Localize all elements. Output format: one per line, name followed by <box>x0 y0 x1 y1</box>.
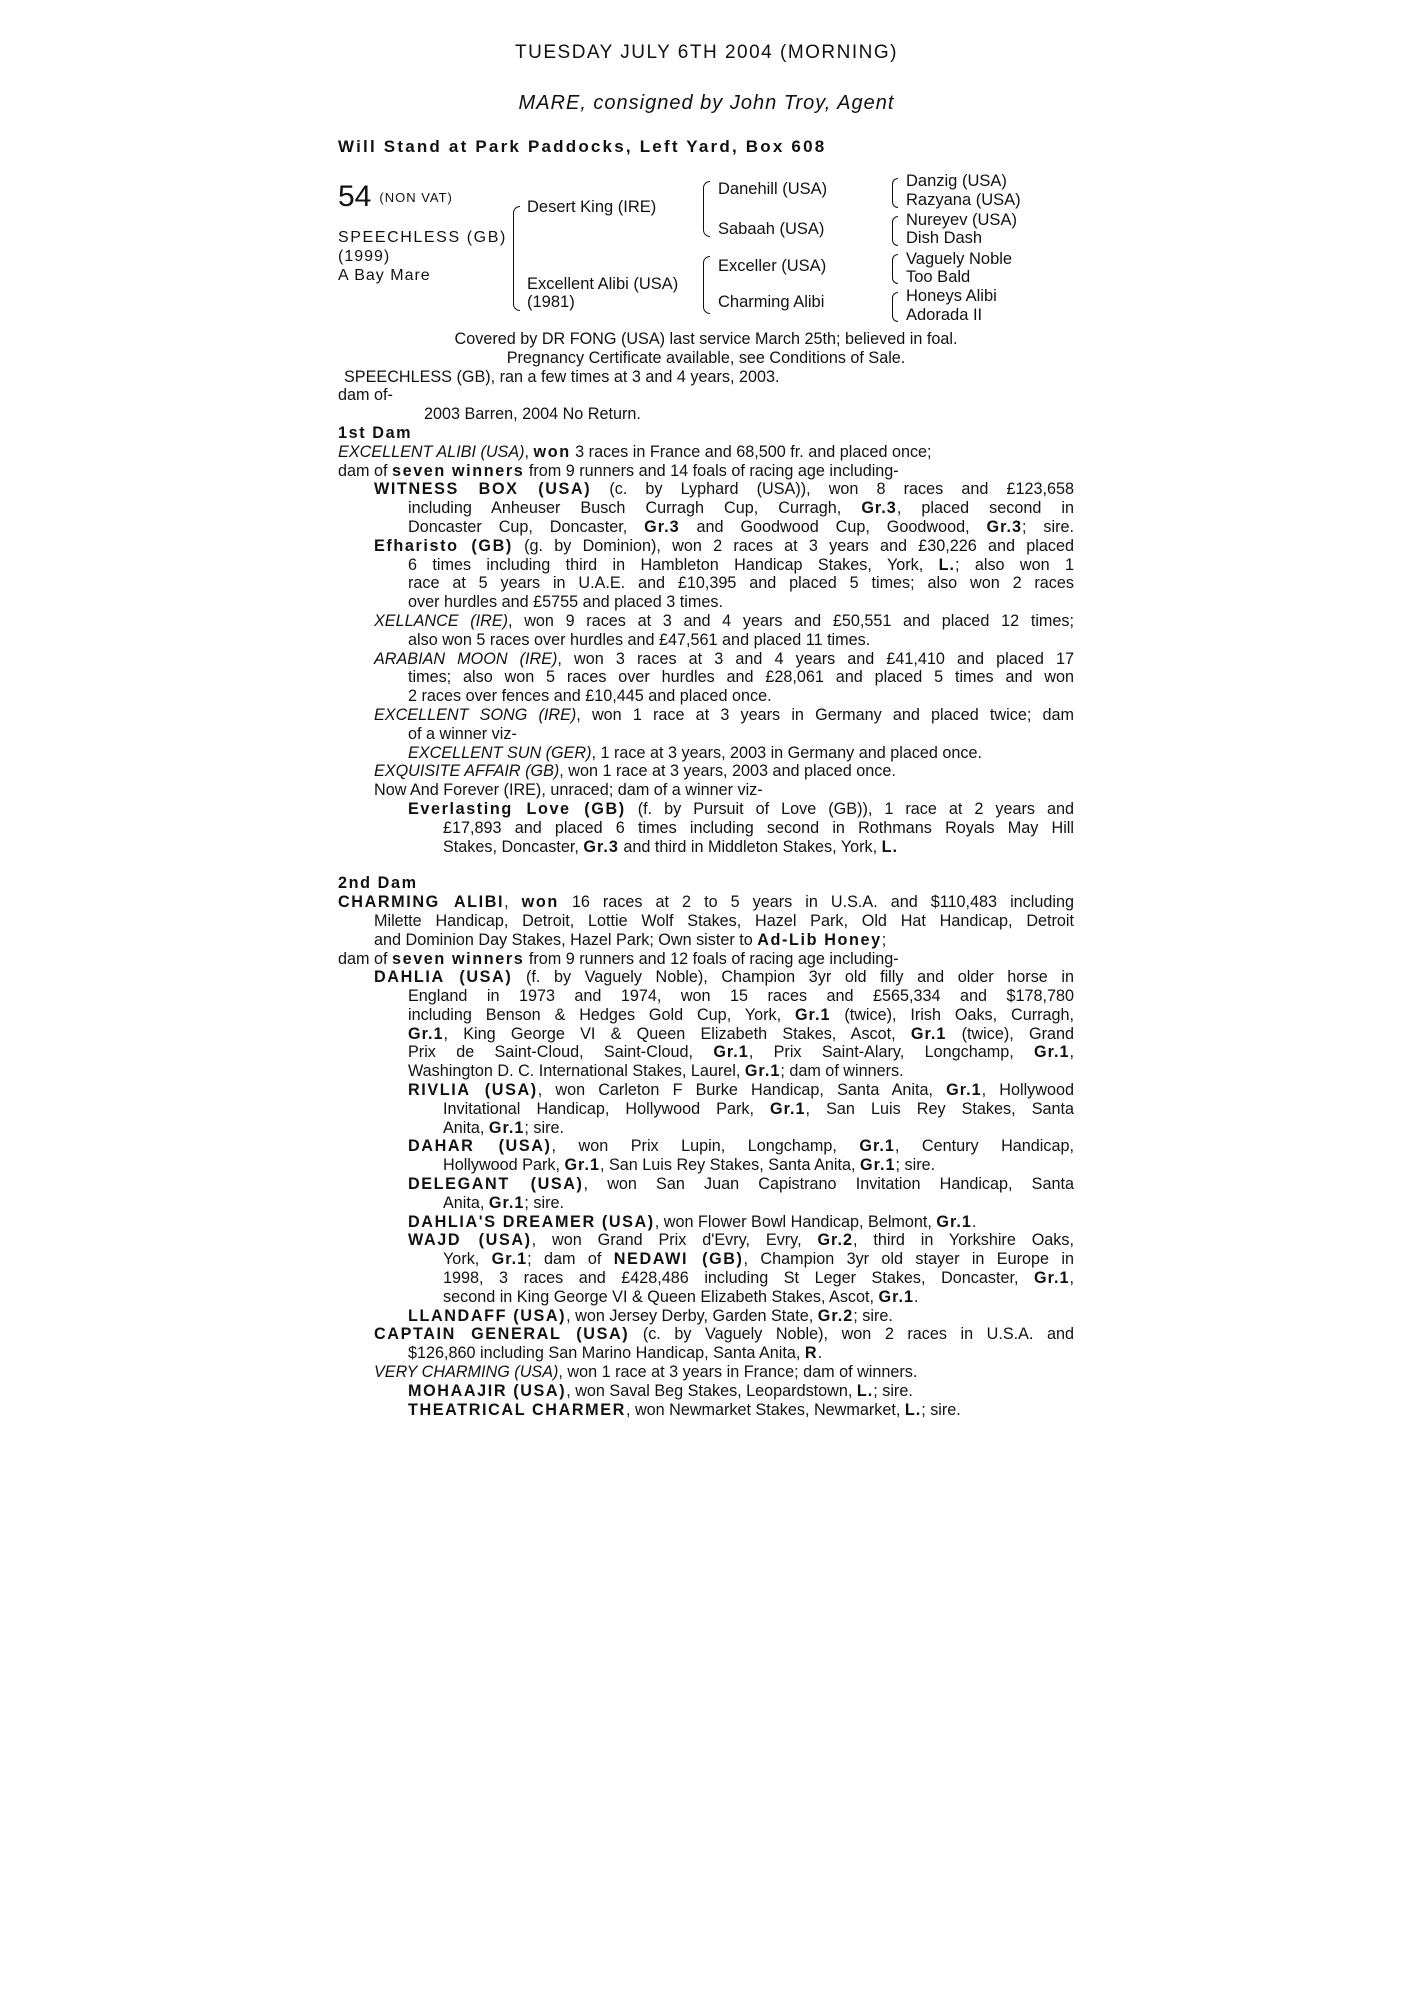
text: Hollywood Park, <box>443 1156 565 1175</box>
progeny-name: WITNESS BOX (USA) <box>374 480 592 499</box>
text: , 1 race at 3 years, 2003 in Germany and placed once. <box>591 743 983 762</box>
progeny-line <box>338 1382 1074 1401</box>
text: from 9 runners and 14 foals of racing age including- <box>524 461 899 480</box>
progeny-line <box>338 1307 1074 1326</box>
pedigree-brace <box>513 206 520 311</box>
text: and Dominion Day Stakes, Hazel Park; Own sister to <box>374 930 758 949</box>
progeny-line <box>338 1194 1074 1213</box>
text: , San Luis Rey Stakes, Santa Anita, <box>599 1156 861 1175</box>
progeny-line: £17,893 and placed 6 times including second in Rothmans Royals May Hill <box>443 818 1074 837</box>
dam-name: CHARMING ALIBI <box>338 893 505 912</box>
text: ; also won 1 <box>955 555 1074 574</box>
dam-name: EXCELLENT ALIBI (USA) <box>338 442 525 461</box>
progeny-line <box>338 480 1074 499</box>
first-dam-line <box>338 443 1074 462</box>
progeny-line <box>338 518 1074 537</box>
second-dam-line <box>338 931 1074 950</box>
progeny-line <box>338 1137 1074 1156</box>
text: dam of <box>338 461 392 480</box>
progeny-name: Efharisto (GB) <box>374 536 513 555</box>
pedigree-brace <box>703 256 710 314</box>
text: dam of <box>338 949 392 968</box>
text: 16 races at 2 to 5 years in U.S.A. and $110,483 including <box>558 893 1074 912</box>
pedigree-ddd: Adorada II <box>906 306 983 324</box>
stand-location: Will Stand at Park Paddocks, Left Yard, Box 608 <box>338 137 827 156</box>
progeny-line: race at 5 years in U.A.E. and £10,395 and placed 5 times; also won 2 races <box>408 574 1074 593</box>
progeny-line <box>338 1043 1074 1062</box>
progeny-line <box>338 1175 1074 1194</box>
progeny-line: of a winner viz- <box>408 724 517 743</box>
progeny-name: CAPTAIN GENERAL (USA) <box>374 1325 630 1344</box>
progeny-line <box>338 537 1074 556</box>
text: seven winners <box>392 949 525 968</box>
pedigree-sire-sire: Danehill (USA) <box>718 180 828 198</box>
progeny-line <box>338 1231 1074 1250</box>
progeny-line <box>338 744 1074 763</box>
text: York, <box>443 1250 492 1269</box>
text: , won 3 races at 3 and 4 years and £41,410 and placed 17 <box>557 649 1074 668</box>
second-dam-line: Milette Handicap, Detroit, Lottie Wolf Stakes, Hazel Park, Old Hat Handicap, Detroit <box>374 911 1074 930</box>
text: Anita, <box>443 1193 489 1212</box>
grade: Gr.1 <box>946 1081 982 1100</box>
text: $126,860 including San Marino Handicap, Santa Anita, <box>408 1344 805 1363</box>
text: ; sire. <box>853 1306 893 1325</box>
text: ; <box>881 930 887 949</box>
grade: L. <box>938 555 955 574</box>
sale-date: TUESDAY JULY 6TH 2004 (MORNING) <box>515 42 898 63</box>
progeny-line <box>338 838 1074 857</box>
pedigree-dss: Vaguely Noble <box>906 250 1013 268</box>
progeny-line <box>338 1062 1074 1081</box>
progeny-line <box>338 650 1074 669</box>
text: , King George VI & Queen Elizabeth Stakes, Ascot, <box>443 1024 911 1043</box>
text: and Goodwood Cup, Goodwood, <box>679 517 987 536</box>
grade: Gr.1 <box>936 1212 972 1231</box>
text: including Anheuser Busch Curragh Cup, Curragh, <box>408 499 862 518</box>
text: ; sire. <box>524 1193 564 1212</box>
text: , won Jersey Derby, Garden State, <box>566 1306 818 1325</box>
progeny-name: DAHLIA'S DREAMER (USA) <box>408 1212 655 1231</box>
progeny-line <box>338 706 1074 725</box>
pedigree-brace <box>892 292 898 322</box>
text: , <box>1069 1043 1075 1062</box>
first-dam-produce <box>338 462 1074 481</box>
progeny-name: LLANDAFF (USA) <box>408 1306 567 1325</box>
pedigree-sire-dam: Sabaah (USA) <box>718 220 825 238</box>
text: Doncaster Cup, Doncaster, <box>408 517 645 536</box>
grade: Gr.1 <box>408 1024 444 1043</box>
grade: Gr.1 <box>488 1193 525 1212</box>
progeny-line: over hurdles and £5755 and placed 3 times. <box>408 593 723 612</box>
grade: L. <box>856 1381 874 1400</box>
grade: Gr.1 <box>491 1250 528 1269</box>
grade: Gr.1 <box>859 1137 895 1156</box>
progeny-line <box>338 556 1074 575</box>
certificate-note: Pregnancy Certificate available, see Conditions of Sale. <box>506 348 906 367</box>
produce-record: 2003 Barren, 2004 No Return. <box>424 405 641 424</box>
pedigree-sdd: Dish Dash <box>906 229 983 247</box>
pedigree-dam-dam: Charming Alibi <box>718 293 825 311</box>
text: ; dam of winners. <box>780 1062 904 1081</box>
text: (g. by Dominion), won 2 races at 3 years and £30,226 and placed <box>512 536 1074 555</box>
progeny-line: Now And Forever (IRE), unraced; dam of a winner viz- <box>374 781 763 800</box>
text: 6 times including third in Hambleton Handicap Stakes, York, <box>408 555 939 574</box>
text: . <box>971 1212 977 1231</box>
sibling-name: Ad-Lib Honey <box>757 930 882 949</box>
text: , <box>524 442 534 461</box>
progeny-name: EXQUISITE AFFAIR (GB) <box>374 762 560 781</box>
text: , won 1 race at 3 years in France; dam of winners. <box>558 1363 918 1382</box>
grade: Gr.1 <box>1034 1043 1070 1062</box>
text: , won 1 race at 3 years, 2003 and placed once. <box>559 762 896 781</box>
pedigree-brace <box>892 178 898 208</box>
text: (f. by Pursuit of Love (GB)), 1 race at 2 years and <box>625 799 1075 818</box>
second-dam-heading: 2nd Dam <box>338 874 418 893</box>
text: ; sire. <box>895 1156 936 1175</box>
consignment-line: MARE, consigned by John Troy, Agent <box>518 92 895 114</box>
text: , won San Juan Capistrano Invitation Handicap, Santa <box>583 1175 1074 1194</box>
text: (c. by Lyphard (USA)), won 8 races and £123,658 <box>591 480 1074 499</box>
text: (twice), Irish Oaks, Curragh, <box>830 1005 1074 1024</box>
pedigree-dam: Excellent Alibi (USA) <box>527 275 679 293</box>
pedigree-sss: Danzig (USA) <box>906 172 1007 190</box>
second-dam-produce <box>338 950 1074 969</box>
text: seven winners <box>392 461 525 480</box>
progeny-name: XELLANCE (IRE) <box>374 611 509 630</box>
text: , third in Yorkshire Oaks, <box>852 1231 1074 1250</box>
pedigree-brace <box>892 216 898 246</box>
text: ; sire. <box>873 1381 913 1400</box>
grade: Gr.3 <box>583 837 619 856</box>
text: won <box>521 893 559 912</box>
text: (c. by Vaguely Noble), won 2 races in U.S.A. and <box>629 1325 1074 1344</box>
text: Washington D. C. International Stakes, Laurel, <box>408 1062 745 1081</box>
text: , won Flower Bowl Handicap, Belmont, <box>654 1212 937 1231</box>
text: , Hollywood <box>981 1081 1074 1100</box>
progeny-line: also won 5 races over hurdles and £47,561 and placed 11 times. <box>408 630 871 649</box>
pedigree-dam-year: (1981) <box>527 293 575 311</box>
progeny-line <box>338 1006 1074 1025</box>
progeny-line <box>338 1100 1074 1119</box>
grade: Gr.1 <box>770 1099 806 1118</box>
text: , Prix Saint-Alary, Longchamp, <box>748 1043 1035 1062</box>
horse-identity <box>338 228 507 285</box>
grade: L. <box>881 837 899 856</box>
first-dam-heading: 1st Dam <box>338 423 413 442</box>
progeny-line <box>338 1288 1074 1307</box>
text: including Benson & Hedges Gold Cup, York, <box>408 1005 795 1024</box>
pedigree-brace <box>892 254 898 284</box>
progeny-line: times; also won 5 races over hurdles and £28,061 and placed 5 times and won <box>408 668 1074 687</box>
text: , won Prix Lupin, Longchamp, <box>551 1137 860 1156</box>
text: 1998, 3 races and £428,486 including St Leger Stakes, Doncaster, <box>443 1269 1034 1288</box>
progeny-line <box>338 800 1074 819</box>
grade: Gr.1 <box>564 1156 600 1175</box>
progeny-name: DELEGANT (USA) <box>408 1175 584 1194</box>
horse-year: (1999) <box>338 248 391 265</box>
progeny-name: DAHLIA (USA) <box>374 968 513 987</box>
text: . <box>817 1344 823 1363</box>
text: , won 9 races at 3 and 4 years and £50,551 and placed 12 times; <box>508 611 1074 630</box>
text: from 9 runners and 12 foals of racing age including- <box>524 949 899 968</box>
grade: Gr.3 <box>861 499 897 518</box>
text: second in King George VI & Queen Elizabeth Stakes, Ascot, <box>443 1287 879 1306</box>
text: 3 races in France and 68,500 fr. and placed once; <box>570 442 932 461</box>
progeny-line <box>338 1213 1074 1232</box>
catalogue-body <box>338 330 1074 1419</box>
spacer <box>338 856 1074 874</box>
progeny-name: ARABIAN MOON (IRE) <box>374 649 558 668</box>
progeny-line <box>338 1119 1074 1138</box>
text: Stakes, Doncaster, <box>443 837 584 856</box>
progeny-line <box>338 1401 1074 1420</box>
grade: Gr.1 <box>860 1156 896 1175</box>
progeny-name: RIVLIA (USA) <box>408 1081 538 1100</box>
pedigree-sds: Nureyev (USA) <box>906 211 1017 229</box>
text: ; sire. <box>921 1400 961 1419</box>
text: won <box>533 442 571 461</box>
horse-description: A Bay Mare <box>338 267 431 284</box>
grade: L. <box>904 1400 922 1419</box>
progeny-name: NEDAWI (GB) <box>613 1250 744 1269</box>
grade: Gr.3 <box>644 517 680 536</box>
text: , won Newmarket Stakes, Newmarket, <box>625 1400 905 1419</box>
progeny-line <box>338 1081 1074 1100</box>
grade: R <box>804 1344 818 1363</box>
progeny-line: England in 1973 and 1974, won 15 races and £565,334 and $178,780 <box>408 987 1074 1006</box>
text: ; sire. <box>1022 517 1074 536</box>
grade: Gr.1 <box>488 1118 525 1137</box>
text: (twice), Grand <box>946 1024 1074 1043</box>
text: , won Carleton F Burke Handicap, Santa Anita, <box>537 1081 947 1100</box>
second-dam-line <box>338 893 1074 912</box>
grade: Gr.1 <box>794 1005 831 1024</box>
text: , won Saval Beg Stakes, Leopardstown, <box>566 1381 857 1400</box>
text: , won Grand Prix d'Evry, Evry, <box>531 1231 818 1250</box>
lot-number: 54 <box>338 180 372 213</box>
progeny-line <box>338 1250 1074 1269</box>
grade: Gr.2 <box>817 1231 853 1250</box>
text: , placed second in <box>896 499 1074 518</box>
grade: Gr.2 <box>817 1306 854 1325</box>
progeny-line <box>338 1363 1074 1382</box>
progeny-name: MOHAAJIR (USA) <box>408 1381 567 1400</box>
grade: Gr.1 <box>1034 1269 1070 1288</box>
progeny-name: THEATRICAL CHARMER <box>408 1400 626 1419</box>
text: , <box>1069 1269 1074 1288</box>
progeny-name: DAHAR (USA) <box>408 1137 552 1156</box>
text: Invitational Handicap, Hollywood Park, <box>443 1099 771 1118</box>
progeny-line <box>338 1025 1074 1044</box>
pedigree-brace <box>703 181 710 237</box>
text: , Champion 3yr old stayer in Europe in <box>743 1250 1074 1269</box>
progeny-name: WAJD (USA) <box>408 1231 532 1250</box>
text: , won 1 race at 3 years in Germany and placed twice; dam <box>576 705 1074 724</box>
progeny-line: 2 races over fences and £10,445 and placed once. <box>408 687 772 706</box>
progeny-name: EXCELLENT SONG (IRE) <box>374 705 577 724</box>
pedigree-sire: Desert King (IRE) <box>527 198 657 216</box>
text: , <box>504 893 522 912</box>
race-record: SPEECHLESS (GB), ran a few times at 3 and 4 years, 2003. <box>344 367 780 386</box>
text: ; dam of <box>527 1250 614 1269</box>
progeny-line <box>338 1156 1074 1175</box>
progeny-line <box>338 762 1074 781</box>
progeny-line <box>338 1269 1074 1288</box>
pedigree-dam-sire: Exceller (USA) <box>718 257 827 275</box>
pedigree-dds: Honeys Alibi <box>906 287 997 305</box>
text: . <box>914 1287 919 1306</box>
text: , Century Handicap, <box>894 1137 1074 1156</box>
progeny-name: VERY CHARMING (USA) <box>374 1363 559 1382</box>
pedigree-dsd: Too Bald <box>906 268 971 286</box>
progeny-line <box>338 1325 1074 1344</box>
progeny-name: Everlasting Love (GB) <box>408 799 626 818</box>
progeny-name: EXCELLENT SUN (GER) <box>408 743 592 762</box>
text: and third in Middleton Stakes, York, <box>618 837 882 856</box>
text: (f. by Vaguely Noble), Champion 3yr old filly and older horse in <box>512 968 1075 987</box>
grade: Gr.1 <box>910 1024 947 1043</box>
progeny-line <box>338 968 1074 987</box>
text: Prix de Saint-Cloud, Saint-Cloud, <box>408 1043 714 1062</box>
horse-name: SPEECHLESS (GB) <box>338 229 507 246</box>
dam-of-label: dam of- <box>338 386 393 405</box>
pedigree-ssd: Razyana (USA) <box>906 191 1021 209</box>
grade: Gr.1 <box>878 1287 915 1306</box>
text: Anita, <box>443 1118 489 1137</box>
progeny-line <box>338 1344 1074 1363</box>
grade: Gr.1 <box>713 1043 749 1062</box>
lot-number-row <box>338 180 453 214</box>
progeny-line <box>338 612 1074 631</box>
text: ; sire. <box>524 1118 564 1137</box>
covered-note: Covered by DR FONG (USA) last service March 25th; believed in foal. <box>454 330 958 348</box>
progeny-line <box>338 499 1074 518</box>
grade: Gr.3 <box>986 517 1022 536</box>
text: , San Luis Rey Stakes, Santa <box>805 1099 1074 1118</box>
grade: Gr.1 <box>744 1062 781 1081</box>
vat-status: (NON VAT) <box>379 190 453 205</box>
